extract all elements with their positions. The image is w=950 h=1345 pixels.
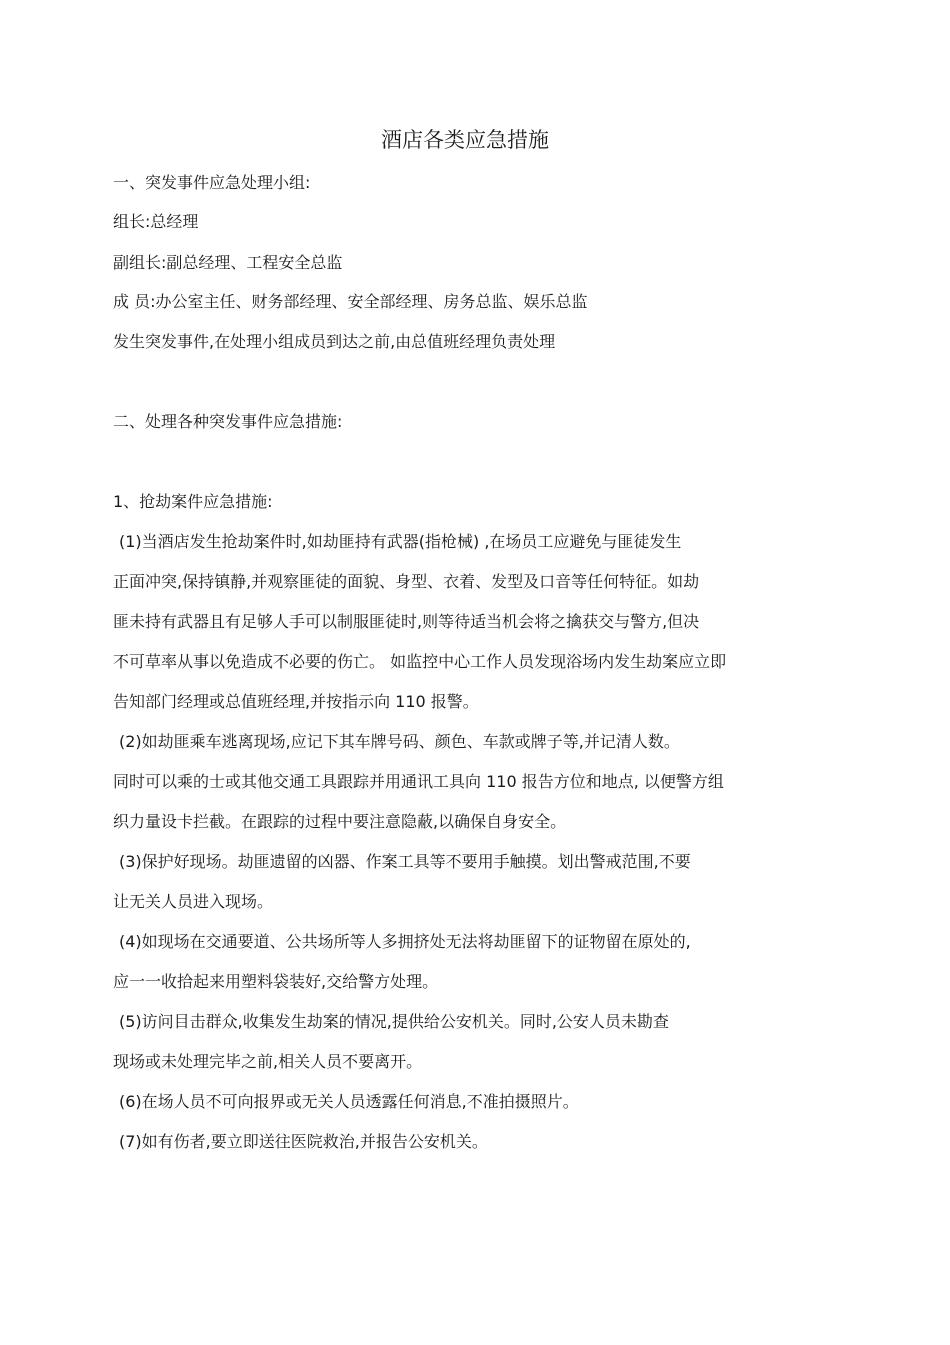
paragraph-line: 让无关人员进入现场。: [113, 892, 274, 911]
paragraph-line: 告知部门经理或总值班经理,并按指示向 110 报警。: [113, 692, 479, 711]
paragraph-line: 匪未持有武器且有足够人手可以制服匪徒时,则等待适当机会将之擒获交与警方,但决: [113, 612, 700, 631]
paragraph-line: (5)访问目击群众,收集发生劫案的情况,提供给公安机关。同时,公安人员未勘查: [119, 1012, 669, 1031]
paragraph-line: 不可草率从事以免造成不必要的伤亡。 如监控中心工作人员发现浴场内发生劫案应立即: [113, 652, 727, 671]
paragraph-line: (7)如有伤者,要立即送往医院救治,并报告公安机关。: [119, 1132, 488, 1151]
paragraph-line: 应一一收拾起来用塑料袋装好,交给警方处理。: [113, 972, 439, 991]
paragraph-line: 织力量设卡拦截。在跟踪的过程中要注意隐蔽,以确保自身安全。: [113, 812, 567, 831]
team-deputy: 副组长:副总经理、工程安全总监: [113, 253, 343, 272]
paragraph-line: 正面冲突,保持镇静,并观察匪徒的面貌、身型、衣着、发型及口音等任何特征。如劫: [113, 572, 700, 591]
section1-heading: 一、突发事件应急处理小组:: [113, 173, 311, 192]
paragraph-line: 同时可以乘的士或其他交通工具跟踪并用通讯工具向 110 报告方位和地点, 以便警方组: [113, 772, 724, 791]
paragraph-line: (6)在场人员不可向报界或无关人员透露任何消息,不准拍摄照片。: [119, 1092, 579, 1111]
paragraph-line: (3)保护好现场。劫匪遗留的凶器、作案工具等不要用手触摸。划出警戒范围,不要: [119, 852, 691, 871]
team-note: 发生突发事件,在处理小组成员到达之前,由总值班经理负责处理: [113, 332, 556, 351]
robbery-heading: 1、抢劫案件应急措施:: [113, 492, 273, 511]
paragraph-line: (2)如劫匪乘车逃离现场,应记下其车牌号码、颜色、车款或牌子等,并记清人数。: [119, 732, 680, 751]
team-leader: 组长:总经理: [113, 212, 199, 231]
paragraph-line: (4)如现场在交通要道、公共场所等人多拥挤处无法将劫匪留下的证物留在原处的,: [119, 932, 691, 951]
document-title: 酒店各类应急措施: [381, 128, 549, 152]
team-members: 成 员:办公室主任、财务部经理、安全部经理、房务总监、娱乐总监: [113, 292, 588, 311]
paragraph-line: (1)当酒店发生抢劫案件时,如劫匪持有武器(指枪械) ,在场员工应避免与匪徒发生: [119, 532, 682, 551]
paragraph-line: 现场或未处理完毕之前,相关人员不要离开。: [113, 1052, 423, 1071]
section2-heading: 二、处理各种突发事件应急措施:: [113, 412, 343, 431]
